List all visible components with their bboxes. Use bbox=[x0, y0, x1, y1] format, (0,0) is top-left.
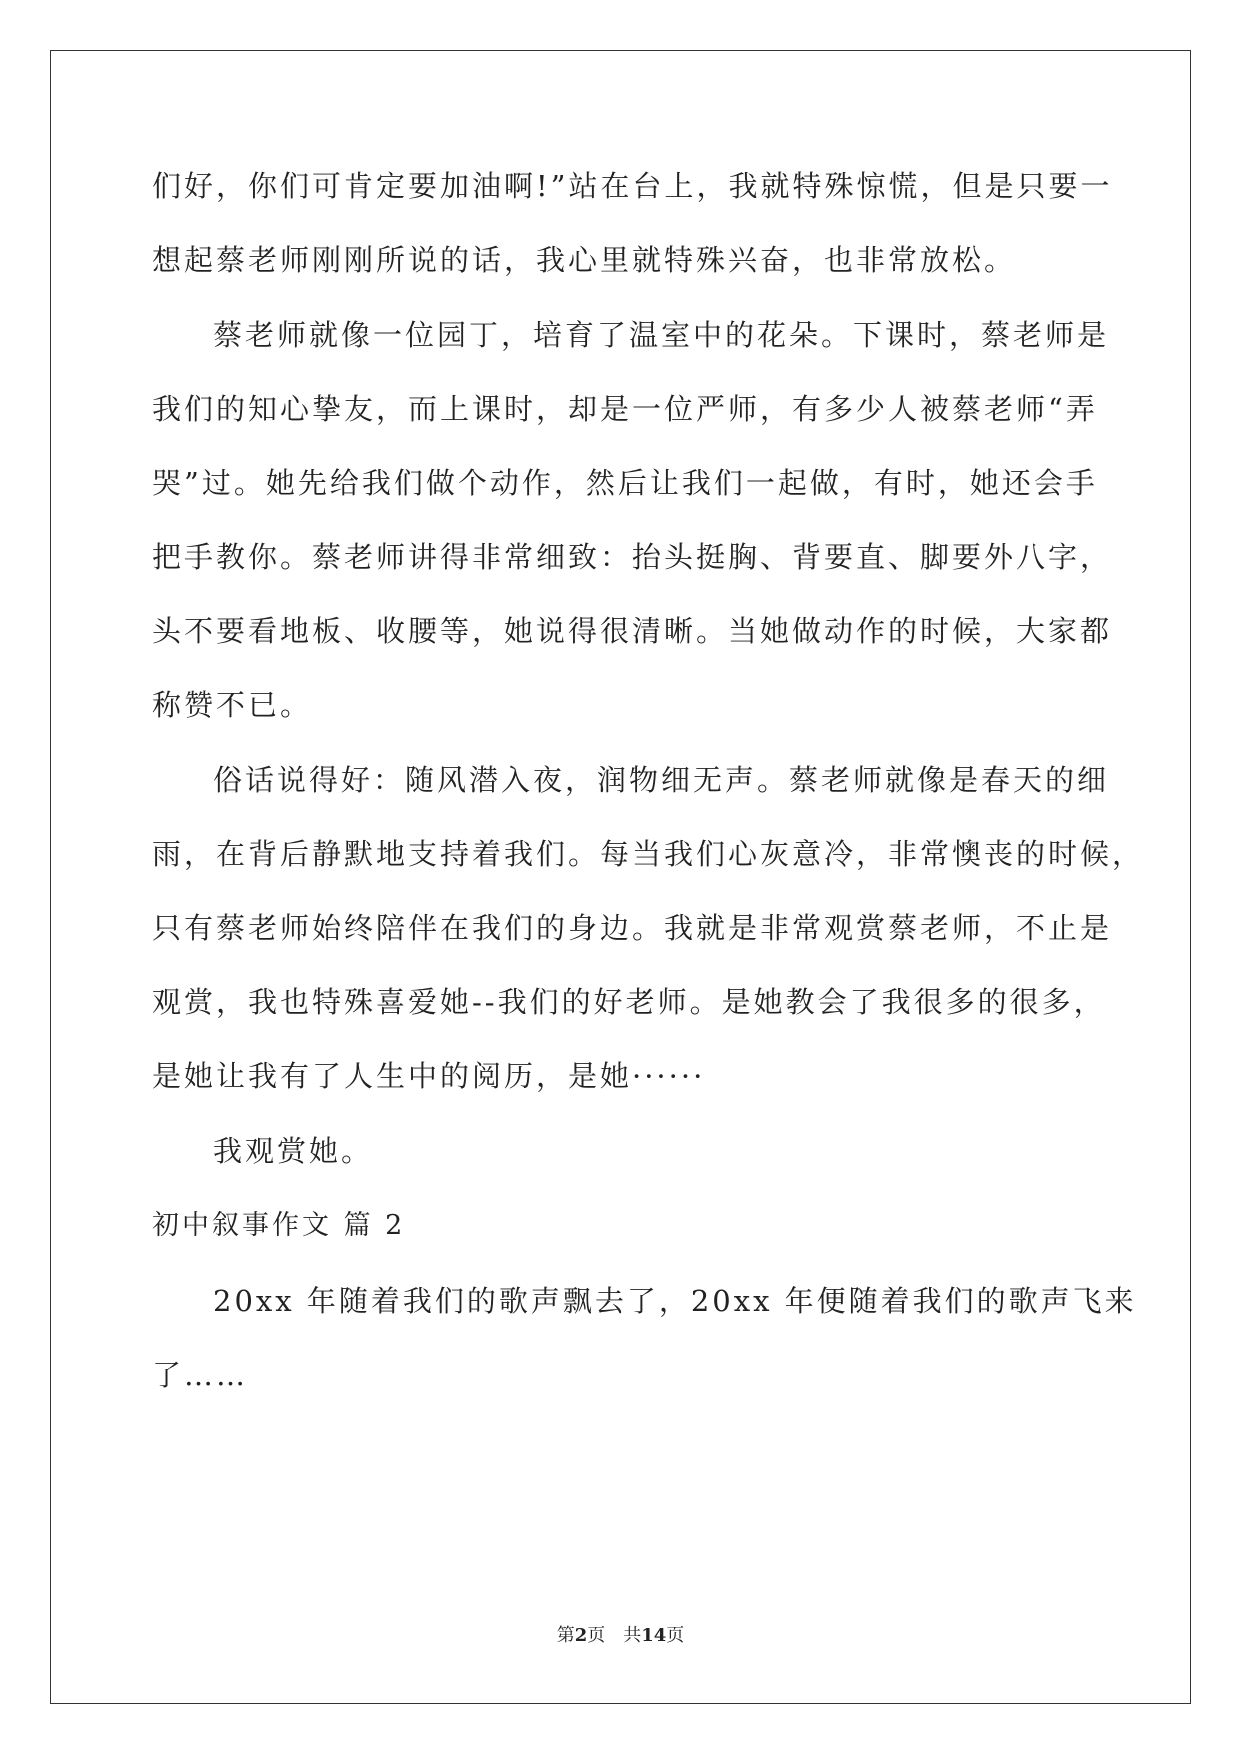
total-page-count: 14 bbox=[641, 1625, 667, 1646]
page-footer bbox=[0, 1621, 1241, 1647]
page-unit: 页 bbox=[587, 1625, 606, 1646]
text-line: 把手教你。蔡老师讲得非常细致：抬头挺胸、背要直、脚要外八字， bbox=[152, 540, 1113, 574]
text-line: 观赏，我也特殊喜爱她--我们的好老师。是她教会了我很多的很多， bbox=[152, 985, 1106, 1019]
text-line: 称赞不已。 bbox=[152, 688, 313, 722]
text-line: 头不要看地板、收腰等，她说得很清晰。当她做动作的时候，大家都 bbox=[152, 614, 1113, 648]
paragraph-start-line: 我观赏她。 bbox=[213, 1134, 374, 1168]
current-page-number: 2 bbox=[574, 1625, 588, 1646]
text-line: 哭”过。她先给我们做个动作，然后让我们一起做，有时，她还会手 bbox=[152, 466, 1098, 500]
paragraph-start-line: 20xx 年随着我们的歌声飘去了，20xx 年便随着我们的歌声飞来 bbox=[213, 1284, 1137, 1318]
total-unit: 页 bbox=[666, 1625, 685, 1646]
text-line: 了…… bbox=[152, 1358, 249, 1392]
paragraph-start-line: 蔡老师就像一位园丁，培育了温室中的花朵。下课时，蔡老师是 bbox=[213, 318, 1110, 352]
text-line: 们好，你们可肯定要加油啊!”站在台上，我就特殊惊慌，但是只要一 bbox=[152, 169, 1113, 203]
text-line: 我们的知心挚友，而上课时，却是一位严师，有多少人被蔡老师“弄 bbox=[152, 392, 1098, 426]
text-line: 雨，在背后静默地支持着我们。每当我们心灰意冷，非常懊丧的时候， bbox=[152, 837, 1145, 871]
section-heading: 初中叙事作文 篇 2 bbox=[152, 1210, 406, 1241]
text-line: 想起蔡老师刚刚所说的话，我心里就特殊兴奋，也非常放松。 bbox=[152, 243, 1017, 277]
paragraph-start-line: 俗话说得好：随风潜入夜，润物细无声。蔡老师就像是春天的细 bbox=[213, 763, 1110, 797]
page-border bbox=[50, 50, 1191, 1704]
text-line: 只有蔡老师始终陪伴在我们的身边。我就是非常观赏蔡老师，不止是 bbox=[152, 911, 1113, 945]
total-prefix: 共 bbox=[623, 1625, 642, 1646]
page-prefix: 第 bbox=[556, 1625, 575, 1646]
text-line: 是她让我有了人生中的阅历，是她······ bbox=[152, 1059, 706, 1093]
